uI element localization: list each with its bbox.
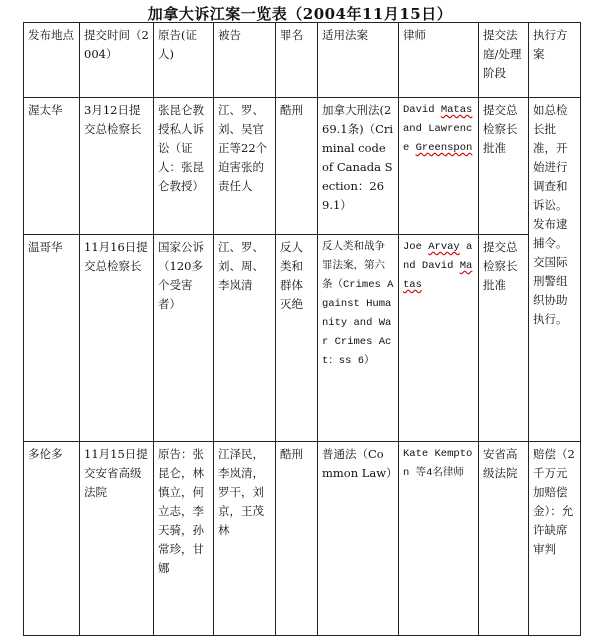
cell-execution-merged: 如总检长批准，开始进行调查和诉讼。发布逮捕令。交国际刑警组织协助执行。	[529, 98, 581, 442]
cell-court: 提交总检察长批准	[479, 235, 529, 442]
cell-court: 提交总检察长批准	[479, 98, 529, 235]
table-title: 加拿大诉江案一览表（2004年11月15日）	[147, 5, 453, 23]
header-law: 适用法案	[318, 23, 399, 98]
cell-execution: 赔偿（2千万元加赔偿金）：允许缺席审判	[529, 442, 581, 636]
cell-defendant: 江泽民，李岚清，罗干，刘京，王茂林	[214, 442, 276, 636]
cell-location: 渥太华	[24, 98, 80, 235]
cell-law: 普通法（Common Law）	[318, 442, 399, 636]
cell-charge: 反人类和群体灭绝	[276, 235, 318, 442]
cell-lawyer: Kate Kempton 等4名律师	[399, 442, 479, 636]
cell-time: 3月12日提交总检察长	[80, 98, 154, 235]
header-court: 提交法庭/处理阶段	[479, 23, 529, 98]
lawyer-text: Joe	[403, 241, 429, 253]
table-row	[24, 98, 581, 235]
cell-law: 反人类和战争罪法案，第六条（Crimes Against Humanity and War Crimes Act：ss 6）	[318, 235, 399, 442]
lawyer-text: David	[403, 104, 441, 116]
cell-defendant: 江、罗、刘、周、李岚清	[214, 235, 276, 442]
cell-plaintiff: 张昆仑教授私人诉讼（证人：张昆仑教授）	[154, 98, 214, 235]
cell-lawyer	[399, 235, 479, 442]
cell-law: 加拿大刑法(269.1条)（Criminal code of Canada Section：269.1）	[318, 98, 399, 235]
header-execution: 执行方案	[529, 23, 581, 98]
lawyer-name-underlined: Greenspon	[415, 142, 473, 154]
cell-plaintiff: 国家公诉（120多个受害者）	[154, 235, 214, 442]
lawyer-name-underlined: Matas	[403, 260, 473, 291]
header-location: 发布地点	[24, 23, 80, 98]
header-charge: 罪名	[276, 23, 318, 98]
header-defendant: 被告	[214, 23, 276, 98]
table-row	[24, 442, 581, 636]
lawyer-text: and Lawrence	[403, 123, 473, 154]
table-row	[24, 235, 581, 442]
cell-location: 温哥华	[24, 235, 80, 442]
lawyer-name-underlined: Arvay	[428, 241, 460, 253]
cell-time: 11月16日提交总检察长	[80, 235, 154, 442]
header-lawyer: 律师	[399, 23, 479, 98]
header-plaintiff: 原告(证人)	[154, 23, 214, 98]
lawyer-text: and David	[403, 241, 473, 272]
header-row	[24, 23, 581, 98]
cell-time: 11月15日提交安省高级法院	[80, 442, 154, 636]
header-time: 提交时间（2004）	[80, 23, 154, 98]
cell-charge: 酷刑	[276, 442, 318, 636]
cell-defendant: 江、罗、刘、吴官正等22个迫害张的责任人	[214, 98, 276, 235]
cell-lawyer	[399, 98, 479, 235]
cell-plaintiff: 原告：张昆仑，林慎立，何立志，李天骑，孙常珍，甘娜	[154, 442, 214, 636]
cell-location: 多伦多	[24, 442, 80, 636]
case-table	[23, 22, 581, 636]
lawyer-name-underlined: Matas	[440, 104, 473, 116]
cell-court: 安省高级法院	[479, 442, 529, 636]
cell-charge: 酷刑	[276, 98, 318, 235]
